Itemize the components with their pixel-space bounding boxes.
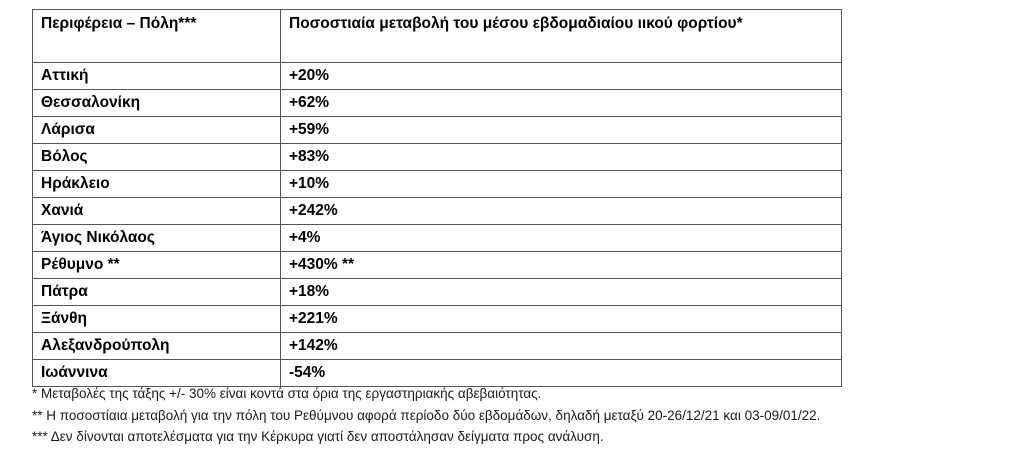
city-cell: Λάρισα bbox=[33, 117, 281, 144]
table-row bbox=[33, 333, 842, 360]
city-cell: Ξάνθη bbox=[33, 306, 281, 333]
percent-change-cell: +221% bbox=[281, 306, 842, 333]
percent-change-cell: +10% bbox=[281, 171, 842, 198]
city-cell: Βόλος bbox=[33, 144, 281, 171]
header-region: Περιφέρεια – Πόλη*** bbox=[33, 10, 281, 63]
table-row bbox=[33, 171, 842, 198]
city-cell: Θεσσαλονίκη bbox=[33, 90, 281, 117]
city-cell: Ιωάννινα bbox=[33, 360, 281, 387]
table-row bbox=[33, 198, 842, 225]
percent-change-cell: +59% bbox=[281, 117, 842, 144]
table-row bbox=[33, 117, 842, 144]
header-percent-change: Ποσοστιαία μεταβολή του μέσου εβδομαδιαίου ιικού φορτίου* bbox=[281, 10, 842, 63]
table-row bbox=[33, 306, 842, 333]
table-row bbox=[33, 279, 842, 306]
percent-change-cell: +430% ** bbox=[281, 252, 842, 279]
footnote: * Μεταβολές της τάξης +/- 30% είναι κοντά στα όρια της εργαστηριακής αβεβαιότητας. bbox=[32, 386, 542, 401]
city-cell: Αττική bbox=[33, 63, 281, 90]
percent-change-cell: +142% bbox=[281, 333, 842, 360]
table-body bbox=[33, 63, 842, 387]
city-cell: Ηράκλειο bbox=[33, 171, 281, 198]
footnote: *** Δεν δίνονται αποτελέσματα για την Κέρκυρα γιατί δεν αποστάλησαν δείγματα προς ανάλυση. bbox=[32, 429, 604, 444]
table-header-row bbox=[33, 10, 842, 63]
footnote: ** Η ποσοστίαια μεταβολή για την πόλη του Ρεθύμνου αφορά περίοδο δύο εβδομάδων, δηλαδή μεταξύ 20-26/12/21 και 03-09/01/22. bbox=[32, 407, 821, 423]
table-row bbox=[33, 225, 842, 252]
percent-change-cell: +18% bbox=[281, 279, 842, 306]
city-cell: Αλεξανδρούπολη bbox=[33, 333, 281, 360]
table-row bbox=[33, 144, 842, 171]
percent-change-cell: +20% bbox=[281, 63, 842, 90]
percent-change-cell: -54% bbox=[281, 360, 842, 387]
percent-change-cell: +83% bbox=[281, 144, 842, 171]
table-row bbox=[33, 90, 842, 117]
city-cell: Πάτρα bbox=[33, 279, 281, 306]
percent-change-cell: +4% bbox=[281, 225, 842, 252]
percent-change-cell: +62% bbox=[281, 90, 842, 117]
footnotes bbox=[32, 383, 820, 448]
city-cell: Ρέθυμνο ** bbox=[33, 252, 281, 279]
viral-load-change-table bbox=[32, 9, 842, 387]
city-cell: Χανιά bbox=[33, 198, 281, 225]
table-row bbox=[33, 252, 842, 279]
city-cell: Άγιος Νικόλαος bbox=[33, 225, 281, 252]
percent-change-cell: +242% bbox=[281, 198, 842, 225]
table-row bbox=[33, 63, 842, 90]
